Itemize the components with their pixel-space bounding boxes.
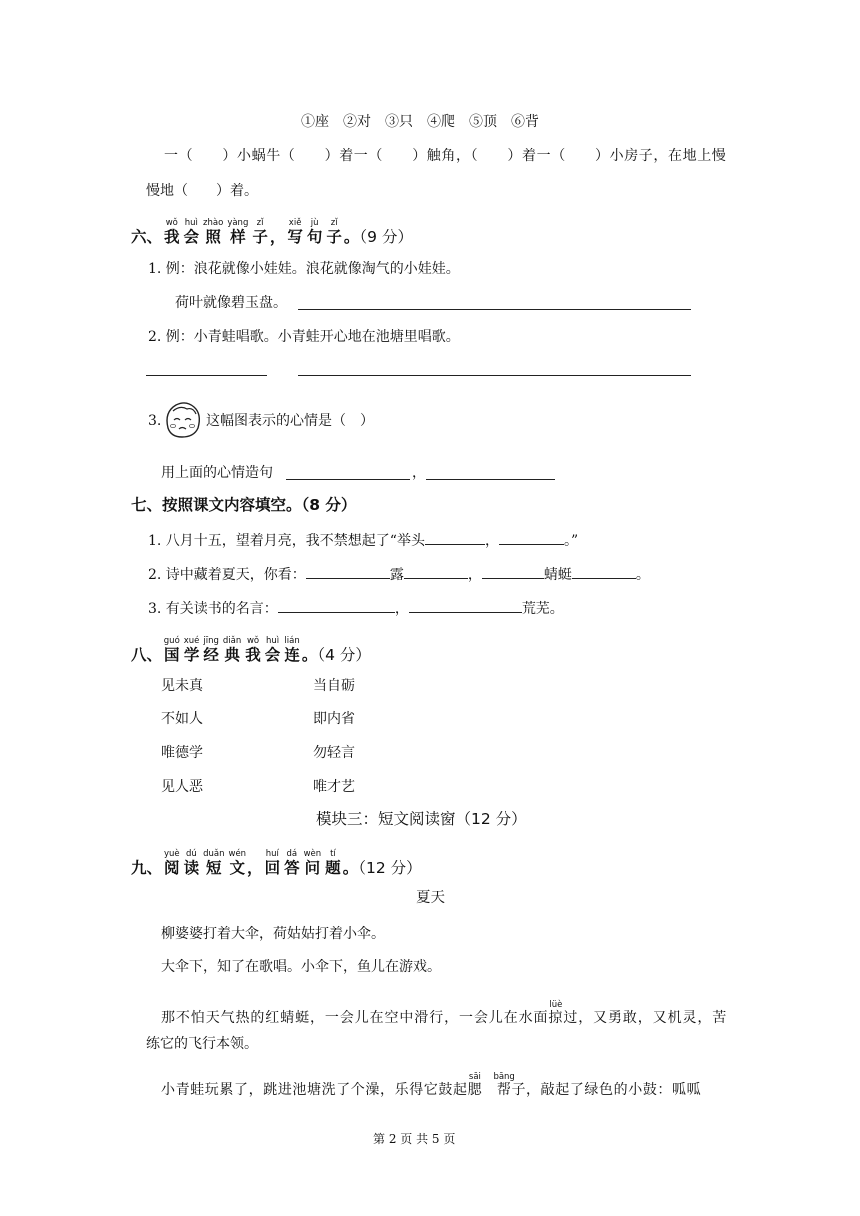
section9-heading: 九、 阅yuè读dú短duǎn文wén， 回huí答dá问wèn题tí。（12 分） xyxy=(131,849,422,877)
q7-1: 1. 八月十五，望着月亮，我不禁想起了“举头 ， 。” xyxy=(148,530,578,551)
ruby-char: 我wǒ xyxy=(245,636,261,664)
ruby-char: 回huí xyxy=(264,849,281,877)
ruby-char: 问wèn xyxy=(303,849,322,877)
answer-line[interactable] xyxy=(286,479,410,480)
ruby-char: 国guó xyxy=(163,636,180,664)
match-right-2[interactable]: 勿轻言 xyxy=(313,745,355,761)
q6-num3: 3. xyxy=(148,413,162,429)
match-right-1[interactable]: 即内省 xyxy=(313,711,355,727)
punctuation: 。 xyxy=(301,646,318,664)
ruby-char: 经jīng xyxy=(203,636,219,664)
ruby-char: 阅yuè xyxy=(163,849,180,877)
answer-blank[interactable] xyxy=(572,564,636,579)
q6-sentence-prompt: 用上面的心情造句 xyxy=(161,465,273,481)
sad-face-icon xyxy=(160,398,204,440)
match-left-1[interactable]: 不如人 xyxy=(161,711,203,727)
q5-line1: 一（ ）小蜗牛（ ）着一（ ）触角，（ ）着一（ ）小房子，在地上慢 xyxy=(164,148,727,164)
answer-blank[interactable] xyxy=(306,564,390,579)
options-line: ①座 ②对 ③只 ④爬 ⑤顶 ⑥背 xyxy=(301,114,539,130)
ruby-char: 样yàng xyxy=(227,218,249,246)
ruby-char: 会huì xyxy=(183,218,200,246)
match-left-3[interactable]: 见人恶 xyxy=(161,779,203,795)
answer-blank[interactable] xyxy=(404,564,468,579)
ruby-char: 题tí xyxy=(325,849,341,877)
answer-blank[interactable] xyxy=(278,598,395,613)
story-paragraph-3-cont: 练它的飞行本领。 xyxy=(146,1036,258,1052)
answer-blank[interactable] xyxy=(482,564,544,579)
match-left-2[interactable]: 唯德学 xyxy=(161,745,203,761)
q6-example2: 2. 例：小青蛙唱歌。小青蛙开心地在池塘里唱歌。 xyxy=(148,329,460,345)
match-left-0[interactable]: 见未真 xyxy=(161,678,203,694)
answer-blank[interactable] xyxy=(425,530,485,545)
answer-line[interactable] xyxy=(298,375,691,376)
ruby-char: 写xiě xyxy=(287,218,303,246)
ruby-char: 读dú xyxy=(183,849,200,877)
ruby-char: 学xué xyxy=(183,636,200,664)
ruby-char: 连lián xyxy=(284,636,300,664)
answer-blank[interactable] xyxy=(409,598,522,613)
ruby-char: 会huì xyxy=(264,636,281,664)
story-paragraph-2: 大伞下，知了在歌唱。小伞下，鱼儿在游戏。 xyxy=(161,959,441,975)
story-title: 夏天 xyxy=(416,890,445,906)
answer-blank[interactable] xyxy=(499,530,564,545)
answer-line[interactable] xyxy=(426,479,555,480)
ruby-char: 子zǐ xyxy=(326,218,342,246)
punctuation: ， xyxy=(247,859,263,877)
q7-3: 3. 有关读书的名言： ， 荒芜。 xyxy=(148,598,564,619)
punctuation: ， xyxy=(269,228,286,246)
ruby-char: 子zǐ xyxy=(252,218,268,246)
page-footer: 第 2 页 共 5 页 xyxy=(373,1132,456,1146)
q6-question3: 这幅图表示的心情是（ ） xyxy=(206,413,374,429)
story-paragraph-3: 那不怕天气热的红蜻蜓，一会儿在空中滑行，一会儿在水面掠lüè过，又勇敢，又机灵，苦 xyxy=(161,1000,728,1026)
comma: ， xyxy=(412,465,426,481)
module-title: 模块三：短文阅读窗（12 分） xyxy=(316,810,527,828)
match-right-0[interactable]: 当自砺 xyxy=(313,678,355,694)
ruby-char: 典diǎn xyxy=(222,636,242,664)
section7-heading: 七、按照课文内容填空。（8 分） xyxy=(131,496,357,514)
q6-example1: 1. 例：浪花就像小娃娃。浪花就像淘气的小娃娃。 xyxy=(148,261,460,277)
q5-line2: 慢地（ ）着。 xyxy=(146,183,258,199)
section6-heading: 六、 我wǒ会huì照zhào样yàng子zǐ， 写xiě句jù子zǐ。（9 分） xyxy=(131,218,413,246)
answer-line[interactable] xyxy=(298,309,691,310)
q7-2: 2. 诗中藏着夏天，你看： 露 ， 蜻蜓 。 xyxy=(148,564,650,585)
section8-heading: 八、 国guó学xué经jīng典diǎn我wǒ会huì连lián。（4 分） xyxy=(131,636,371,664)
ruby-char: 照zhào xyxy=(203,218,224,246)
answer-line[interactable] xyxy=(146,375,267,376)
match-right-3[interactable]: 唯才艺 xyxy=(313,779,355,795)
story-paragraph-1: 柳婆婆打着大伞，荷姑姑打着小伞。 xyxy=(161,926,385,942)
ruby-char: 句jù xyxy=(306,218,323,246)
ruby-char: 答dá xyxy=(284,849,300,877)
punctuation: 。 xyxy=(343,228,360,246)
q6-question1: 荷叶就像碧玉盘。 xyxy=(175,295,287,311)
ruby-char: 短duǎn xyxy=(203,849,225,877)
story-paragraph-4: 小青蛙玩累了，跳进池塘洗了个澡，乐得它鼓起腮sāi 帮bāng子，敲起了绿色的小鼓：呱呱 xyxy=(161,1072,702,1098)
ruby-char: 我wǒ xyxy=(164,218,180,246)
ruby-char: 文wén xyxy=(228,849,247,877)
punctuation: 。 xyxy=(342,859,359,877)
